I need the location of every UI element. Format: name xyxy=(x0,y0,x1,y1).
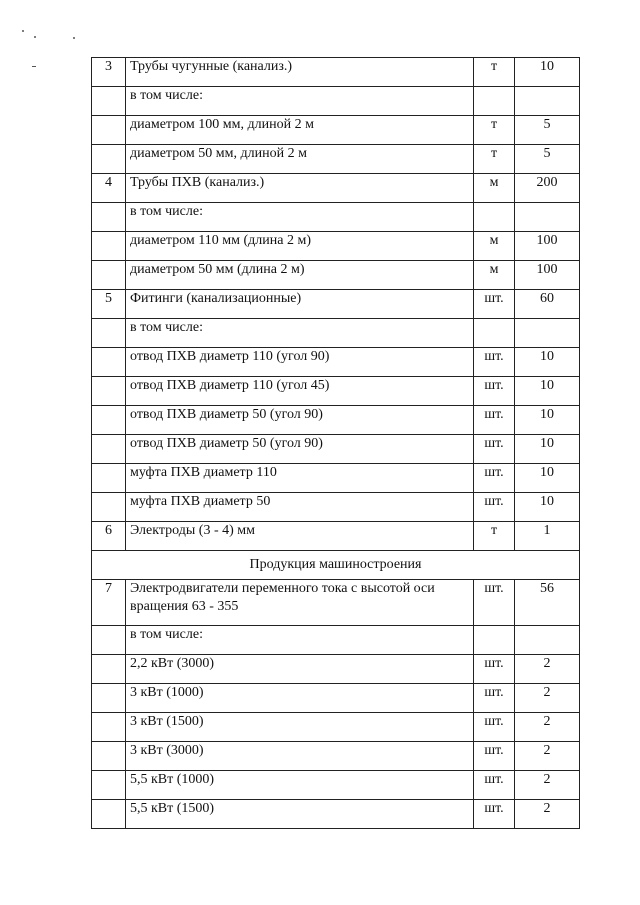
unit-cell: шт. xyxy=(474,464,515,493)
quantity-cell: 2 xyxy=(515,655,580,684)
table-row xyxy=(92,58,580,87)
item-number-cell: 4 xyxy=(92,174,126,203)
unit-cell: т xyxy=(474,145,515,174)
item-name-cell: Электроды (3 - 4) мм xyxy=(126,522,474,551)
item-number-cell xyxy=(92,800,126,829)
table-row xyxy=(92,522,580,551)
item-name-cell: Трубы чугунные (канализ.) xyxy=(126,58,474,87)
quantity-cell: 2 xyxy=(515,684,580,713)
quantity-cell: 2 xyxy=(515,713,580,742)
item-name-cell: Электродвигатели переменного тока с высотой оси вращения 63 - 355 xyxy=(126,580,474,626)
section-title: Продукция машиностроения xyxy=(92,551,580,580)
item-number-cell xyxy=(92,713,126,742)
quantity-cell: 60 xyxy=(515,290,580,319)
table-row xyxy=(92,580,580,626)
quantity-cell: 2 xyxy=(515,771,580,800)
table-row xyxy=(92,261,580,290)
table-row xyxy=(92,800,580,829)
quantity-cell: 10 xyxy=(515,58,580,87)
scan-speck xyxy=(34,36,36,38)
item-name-cell: диаметром 100 мм, длиной 2 м xyxy=(126,116,474,145)
table-row xyxy=(92,290,580,319)
unit-cell: м xyxy=(474,174,515,203)
quantity-cell: 100 xyxy=(515,232,580,261)
unit-cell: шт. xyxy=(474,348,515,377)
item-name-cell: в том числе: xyxy=(126,319,474,348)
quantity-cell: 10 xyxy=(515,493,580,522)
item-number-cell xyxy=(92,145,126,174)
item-name-cell: 3 кВт (1000) xyxy=(126,684,474,713)
quantity-cell: 56 xyxy=(515,580,580,626)
quantity-cell: 200 xyxy=(515,174,580,203)
unit-cell xyxy=(474,87,515,116)
scan-speck xyxy=(32,66,36,67)
scan-speck xyxy=(22,30,24,32)
unit-cell: шт. xyxy=(474,406,515,435)
unit-cell: шт. xyxy=(474,377,515,406)
item-name-cell: 2,2 кВт (3000) xyxy=(126,655,474,684)
item-name-cell: отвод ПХВ диаметр 110 (угол 90) xyxy=(126,348,474,377)
item-name-cell: диаметром 110 мм (длина 2 м) xyxy=(126,232,474,261)
table-row xyxy=(92,713,580,742)
specification-table xyxy=(91,57,580,829)
item-number-cell xyxy=(92,742,126,771)
unit-cell: шт. xyxy=(474,493,515,522)
table-row xyxy=(92,684,580,713)
quantity-cell: 10 xyxy=(515,464,580,493)
unit-cell: м xyxy=(474,232,515,261)
item-number-cell xyxy=(92,655,126,684)
item-name-cell: отвод ПХВ диаметр 110 (угол 45) xyxy=(126,377,474,406)
item-number-cell xyxy=(92,203,126,232)
item-number-cell: 7 xyxy=(92,580,126,626)
item-name-cell: диаметром 50 мм, длиной 2 м xyxy=(126,145,474,174)
item-name-cell: 3 кВт (1500) xyxy=(126,713,474,742)
unit-cell xyxy=(474,203,515,232)
table-row xyxy=(92,771,580,800)
item-name-cell: в том числе: xyxy=(126,626,474,655)
item-name-cell: муфта ПХВ диаметр 110 xyxy=(126,464,474,493)
item-number-cell: 3 xyxy=(92,58,126,87)
unit-cell: шт. xyxy=(474,435,515,464)
unit-cell: т xyxy=(474,522,515,551)
table-row xyxy=(92,626,580,655)
table-row xyxy=(92,493,580,522)
item-name-cell: Трубы ПХВ (канализ.) xyxy=(126,174,474,203)
quantity-cell: 10 xyxy=(515,406,580,435)
unit-cell: шт. xyxy=(474,713,515,742)
quantity-cell: 2 xyxy=(515,800,580,829)
item-name-cell: в том числе: xyxy=(126,203,474,232)
specification-table-body xyxy=(92,58,580,829)
unit-cell: шт. xyxy=(474,655,515,684)
item-name-cell: отвод ПХВ диаметр 50 (угол 90) xyxy=(126,435,474,464)
quantity-cell: 2 xyxy=(515,742,580,771)
unit-cell: шт. xyxy=(474,800,515,829)
unit-cell xyxy=(474,626,515,655)
table-row xyxy=(92,377,580,406)
item-number-cell: 6 xyxy=(92,522,126,551)
item-number-cell xyxy=(92,377,126,406)
quantity-cell: 1 xyxy=(515,522,580,551)
item-number-cell xyxy=(92,493,126,522)
scan-speck xyxy=(73,37,75,39)
item-name-cell: 5,5 кВт (1000) xyxy=(126,771,474,800)
quantity-cell: 10 xyxy=(515,348,580,377)
table-row xyxy=(92,742,580,771)
table-row xyxy=(92,319,580,348)
item-number-cell xyxy=(92,261,126,290)
item-name-cell: 5,5 кВт (1500) xyxy=(126,800,474,829)
table-row xyxy=(92,116,580,145)
item-number-cell xyxy=(92,232,126,261)
table-row xyxy=(92,232,580,261)
item-number-cell xyxy=(92,684,126,713)
section-header-row xyxy=(92,551,580,580)
item-number-cell xyxy=(92,626,126,655)
item-name-cell: отвод ПХВ диаметр 50 (угол 90) xyxy=(126,406,474,435)
table-row xyxy=(92,348,580,377)
item-name-cell: муфта ПХВ диаметр 50 xyxy=(126,493,474,522)
table-row xyxy=(92,174,580,203)
item-name-cell: 3 кВт (3000) xyxy=(126,742,474,771)
unit-cell: шт. xyxy=(474,580,515,626)
unit-cell: шт. xyxy=(474,771,515,800)
item-name-cell: Фитинги (канализационные) xyxy=(126,290,474,319)
item-number-cell xyxy=(92,319,126,348)
quantity-cell xyxy=(515,319,580,348)
item-number-cell xyxy=(92,406,126,435)
unit-cell: шт. xyxy=(474,290,515,319)
item-number-cell xyxy=(92,771,126,800)
quantity-cell: 5 xyxy=(515,116,580,145)
quantity-cell: 10 xyxy=(515,377,580,406)
unit-cell: шт. xyxy=(474,684,515,713)
unit-cell: т xyxy=(474,116,515,145)
item-name-cell: диаметром 50 мм (длина 2 м) xyxy=(126,261,474,290)
quantity-cell xyxy=(515,203,580,232)
item-number-cell xyxy=(92,464,126,493)
quantity-cell: 5 xyxy=(515,145,580,174)
quantity-cell xyxy=(515,626,580,655)
quantity-cell: 10 xyxy=(515,435,580,464)
table-row xyxy=(92,203,580,232)
unit-cell: т xyxy=(474,58,515,87)
unit-cell: шт. xyxy=(474,742,515,771)
item-number-cell xyxy=(92,87,126,116)
item-number-cell: 5 xyxy=(92,290,126,319)
table-row xyxy=(92,464,580,493)
unit-cell: м xyxy=(474,261,515,290)
table-row xyxy=(92,145,580,174)
item-number-cell xyxy=(92,348,126,377)
item-number-cell xyxy=(92,435,126,464)
quantity-cell: 100 xyxy=(515,261,580,290)
table-row xyxy=(92,406,580,435)
unit-cell xyxy=(474,319,515,348)
table-row xyxy=(92,655,580,684)
table-row xyxy=(92,435,580,464)
quantity-cell xyxy=(515,87,580,116)
item-number-cell xyxy=(92,116,126,145)
item-name-cell: в том числе: xyxy=(126,87,474,116)
table-row xyxy=(92,87,580,116)
